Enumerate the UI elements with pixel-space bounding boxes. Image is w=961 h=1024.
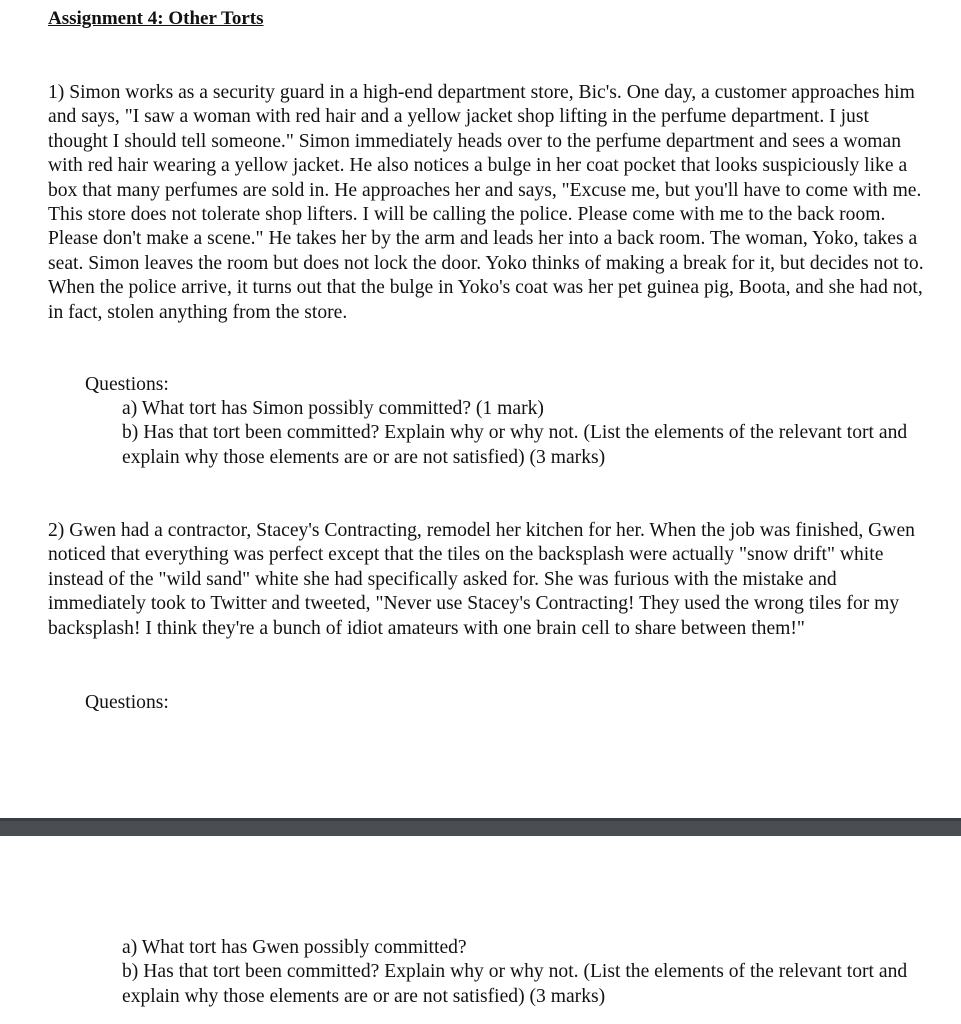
problem-1-questions-heading: Questions:: [85, 374, 169, 395]
problem-1-question-a: a) What tort has Simon possibly committed? (1 mark): [122, 398, 544, 419]
assignment-title: Assignment 4: Other Torts: [48, 8, 264, 29]
problem-2-text: 2) Gwen had a contractor, Stacey's Contracting, remodel her kitchen for her. When the job was finished, Gwen noticed that everything was perfect except that the tiles on the backsplash were actually "snow drift" white instead of the "wild sand" white she had specifically asked for. She was furious with the mistake and immediately took to Twitter and tweeted, "Never use Stacey's Contracting! They used the wrong tiles for my backsplash! I think they're a bunch of idiot amateurs with one brain cell to share between them!": [48, 520, 915, 639]
problem-2-questions-heading: Questions:: [85, 692, 169, 713]
problem-1-question-b: b) Has that tort been committed? Explain why or why not. (List the elements of the relevant tort and explain why those elements are or are not satisfied) (3 marks): [122, 422, 908, 468]
problem-1-questions-list: [122, 397, 922, 470]
problem-2-question-a: a) What tort has Gwen possibly committed?: [122, 937, 467, 958]
problem-2-question-b: b) Has that tort been committed? Explain why or why not. (List the elements of the relevant tort and explain why those elements are or are not satisfied) (3 marks): [122, 961, 908, 1007]
problem-2-questions-list: [122, 936, 922, 1009]
problem-1-text: 1) Simon works as a security guard in a high-end department store, Bic's. One day, a customer approaches him and says, "I saw a woman with red hair and a yellow jacket shop lifting in the perfume department. I just thought I should tell someone." Simon immediately heads over to the perfume department and sees a woman with red hair wearing a yellow jacket. He also notices a bulge in her coat pocket that looks suspiciously like a box that many perfumes are sold in. He approaches her and says, "Excuse me, but you'll have to come with me. This store does not tolerate shop lifters. I will be calling the police. Please come with me to the back room. Please don't make a scene." He takes her by the arm and leads her into a back room. The woman, Yoko, takes a seat. Simon leaves the room but does not lock the door. Yoko thinks of making a break for it, but decides not to. When the police arrive, it turns out that the bulge in Yoko's coat was her pet guinea pig, Boota, and she had not, in fact, stolen anything from the store.: [48, 82, 924, 323]
page-separator: [0, 818, 961, 836]
